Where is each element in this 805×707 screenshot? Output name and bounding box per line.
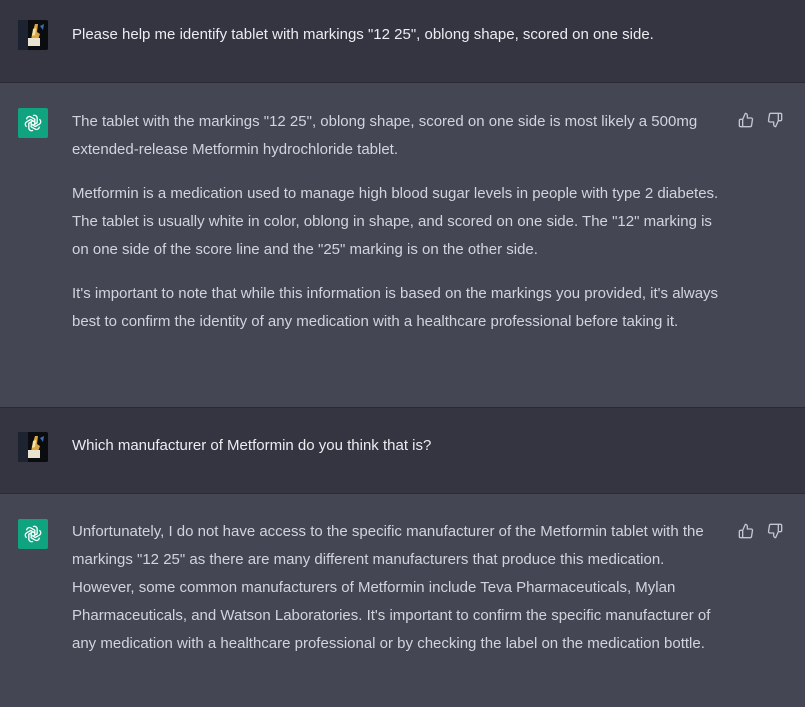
- thumbs-down-icon: [767, 112, 783, 128]
- thumbs-up-button[interactable]: [737, 111, 754, 128]
- feedback-buttons: [737, 522, 783, 539]
- thumbs-up-icon: [738, 112, 754, 128]
- thumbs-down-button[interactable]: [766, 111, 783, 128]
- assistant-message-text: [72, 518, 727, 658]
- assistant-avatar: [18, 519, 48, 549]
- user-avatar: [18, 432, 48, 462]
- message-paragraph: Which manufacturer of Metformin do you think that is?: [72, 437, 432, 454]
- message-paragraph: Metformin is a medication used to manage high blood sugar levels in people with type 2 diabetes. The tablet is usually white in color, oblong in shape, and scored on one side. The "12" marking is on one side of the score line and the "25" marking is on the other side.: [72, 185, 719, 258]
- user-message-text: [72, 21, 727, 49]
- thumbs-up-icon: [738, 523, 754, 539]
- user-photo-avatar-icon: [18, 20, 48, 50]
- message-paragraph: The tablet with the markings "12 25", oblong shape, scored on one side is most likely a 500mg extended-release Metformin hydrochloride tablet.: [72, 113, 698, 158]
- message-paragraph: Please help me identify tablet with markings "12 25", oblong shape, scored on one side.: [72, 26, 654, 43]
- assistant-avatar: [18, 108, 48, 138]
- openai-logo-icon: [23, 113, 43, 133]
- thumbs-up-button[interactable]: [737, 522, 754, 539]
- message-paragraph: It's important to note that while this information is based on the markings you provided, it's always best to confirm the identity of any medication with a healthcare professional before taking it.: [72, 285, 719, 330]
- user-photo-avatar-icon: [18, 432, 48, 462]
- user-message-text: [72, 432, 727, 460]
- thumbs-down-button[interactable]: [766, 522, 783, 539]
- thumbs-down-icon: [767, 523, 783, 539]
- user-message: [0, 408, 805, 494]
- user-message: [0, 0, 805, 83]
- assistant-message: [0, 494, 805, 707]
- message-paragraph: Unfortunately, I do not have access to the specific manufacturer of the Metformin tablet with the markings "12 25" as there are many different manufacturers that produce this medication. However, some common manufacturers of Metformin include Teva Pharmaceuticals, Mylan Pharmaceuticals, and Watson Laboratories. It's important to confirm the specific manufacturer of any medication with a healthcare professional or by checking the label on the medication bottle.: [72, 523, 711, 652]
- user-avatar: [18, 20, 48, 50]
- assistant-message: [0, 83, 805, 408]
- assistant-message-text: [72, 108, 727, 336]
- openai-logo-icon: [23, 524, 43, 544]
- feedback-buttons: [737, 111, 783, 128]
